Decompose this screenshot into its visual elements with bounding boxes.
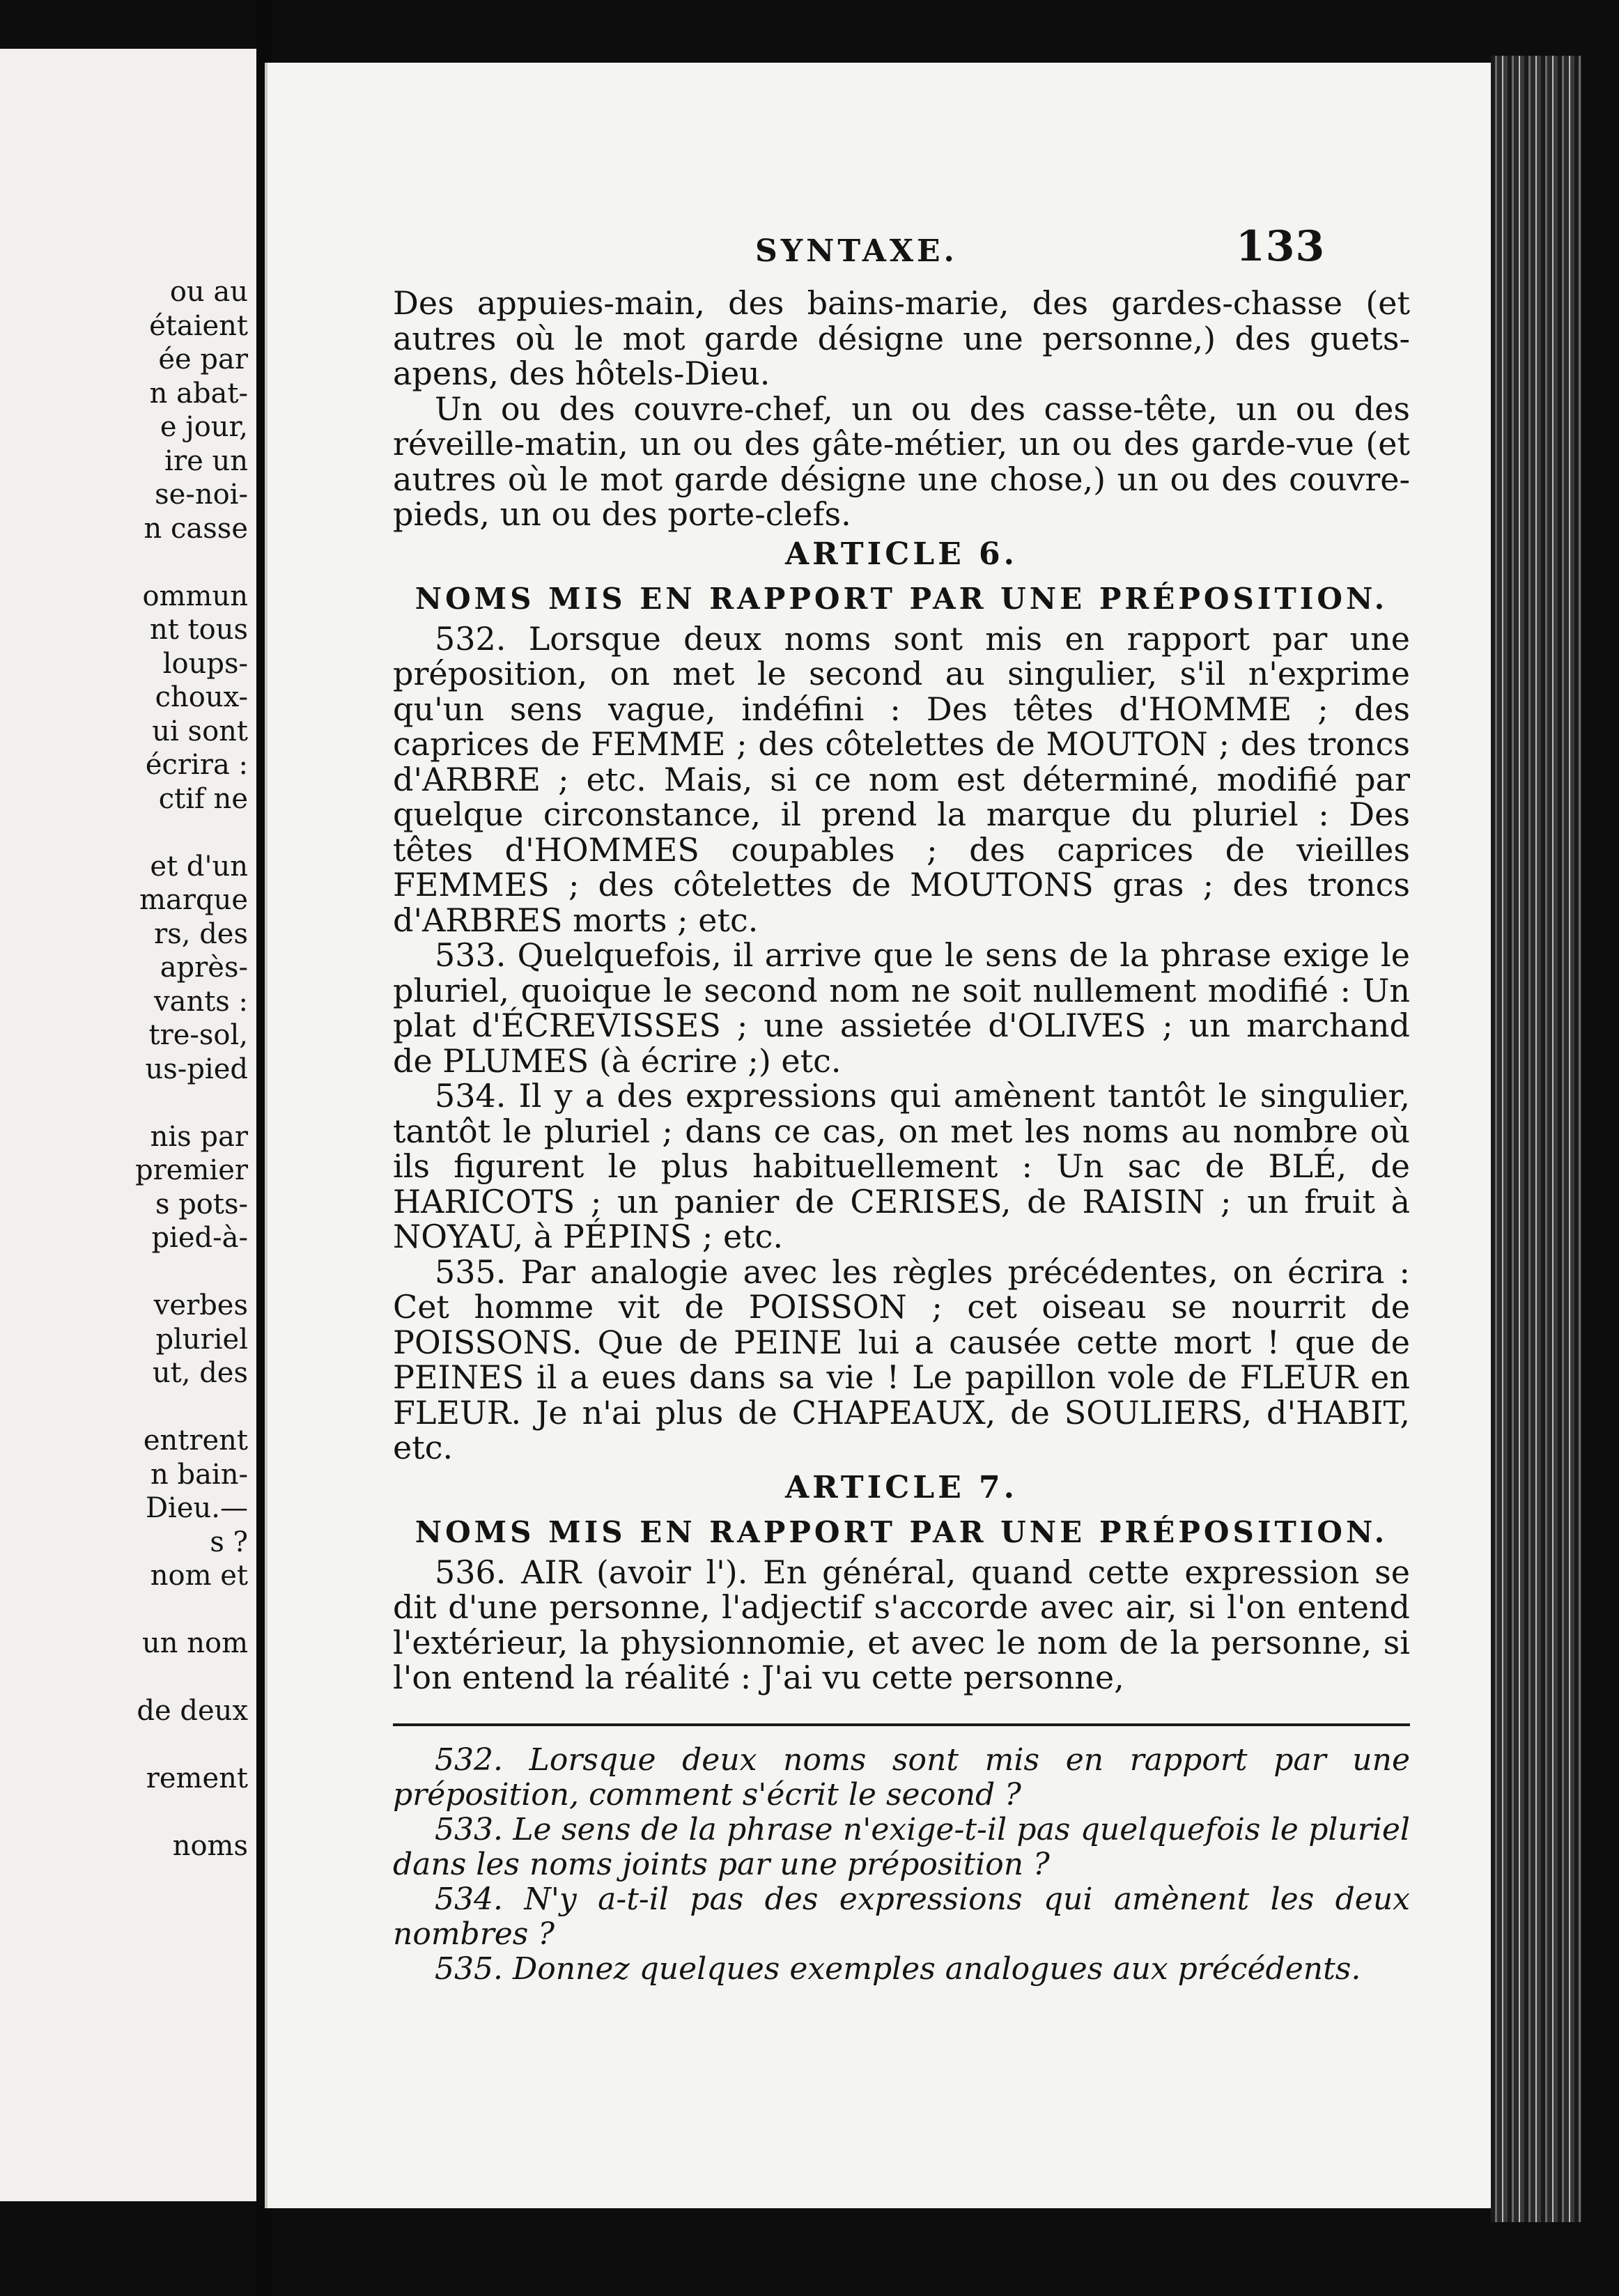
left-page-fragment: et d'un [150,850,248,883]
left-page-fragment: noms [172,1830,248,1862]
left-page-fragment: n bain- [150,1458,248,1491]
footnote-rule [393,1723,1410,1726]
intro-paragraph-2: Un ou des couvre-chef, un ou des casse-tête, un ou des réveille-matin, un ou des gâte-métier, un ou des garde-vue (et autres où le mot garde désigne une chose,) un ou des couvre-pieds, un ou des porte-clefs. [393,389,1410,533]
questions-block [393,1743,1410,1987]
left-page-fragment: ire un [164,444,248,477]
left-page-fragment: après- [160,952,248,984]
question-533: 533. Le sens de la phrase n'exige-t-il pas quelquefois le pluriel dans les noms joints par une préposition ? [393,1811,1410,1882]
page-edges [1491,56,1581,2222]
text-block [393,286,1410,1987]
left-page-fragment: entrent [143,1425,248,1457]
article-6-subtitle: NOMS MIS EN RAPPORT PAR UNE PRÉPOSITION. [415,581,1388,616]
running-title: SYNTAXE. [755,233,958,269]
paragraph-533: 533. Quelquefois, il arrive que le sens de la phrase exige le pluriel, quoique le second nom ne soit nullement modifié : Un plat d'ÉCREVISSES ; une assietée d'OLIVES ; un marchand de PLUMES (à écrire ;) etc. [393,936,1410,1080]
left-page-fragment: se-noi- [155,479,248,511]
paragraph-532: 532. Lorsque deux noms sont mis en rapport par une préposition, on met le second au singulier, s'il n'exprime qu'un sens vague, indéfini : Des têtes d'HOMME ; des caprices de FEMME ; des côtelettes de MOUTON ; des troncs d'ARBRE ; etc. Mais, si ce nom est déterminé, modifié par quelque circonstance, il prend la marque du pluriel : Des têtes d'HOMMES coupables ; des caprices de vieilles FEMMES ; des côtelettes de MOUTONS gras ; des troncs d'ARBRES morts ; etc. [393,619,1410,939]
left-page-fragment: tre-sol, [148,1019,248,1051]
right-page [265,63,1499,2208]
left-page-fragment: n abat- [149,377,248,410]
left-page-fragment: loups- [162,647,248,680]
left-page-fragment: premier [135,1154,248,1186]
left-page-fragment: ui sont [152,715,248,747]
paragraph-535: 535. Par analogie avec les règles précédentes, on écrira : Cet homme vit de POISSON ; cet oiseau se nourrit de POISSONS. Que de PEINE lui a causée cette mort ! que de PEINES il a eues dans sa vie ! Le papillon vole de FLEUR en FLEUR. Je n'ai plus de CHAPEAUX, de SOULIERS, d'HABIT, etc. [393,1252,1410,1466]
article-6-label: ARTICLE 6. [784,536,1018,572]
article-7-label: ARTICLE 7. [784,1469,1018,1505]
left-page-fragment: pied-à- [151,1222,248,1254]
left-page-fragment: nom et [150,1560,248,1592]
left-page-fragment: nt tous [150,614,248,646]
question-535: 535. Donnez quelques exemples analogues aux précédents. [435,1950,1361,1987]
left-page-fragment: pluriel [155,1323,248,1356]
left-page-fragment: de deux [137,1695,248,1727]
left-page-fragment: n casse [144,512,248,545]
article-7-subtitle: NOMS MIS EN RAPPORT PAR UNE PRÉPOSITION. [415,1514,1388,1549]
left-page-fragment: rement [146,1762,248,1794]
left-page-fragment: choux- [155,681,248,713]
question-534: 534. N'y a-t-il pas des expressions qui amènent les deux nombres ? [393,1881,1410,1952]
left-page-fragment: étaient [149,309,248,342]
left-page-fragment: s pots- [155,1188,248,1220]
left-page-fragment: us-pied [145,1053,248,1085]
left-page-fragment: vants : [154,985,248,1018]
left-page-fragment: nis par [150,1120,248,1153]
left-page-fragment: écrira : [145,749,248,781]
question-532: 532. Lorsque deux noms sont mis en rapport par une préposition, comment s'écrit le second ? [393,1742,1410,1813]
left-page-fragment: ée par [158,343,248,375]
left-page [0,49,256,2201]
paragraph-534: 534. Il y a des expressions qui amènent tantôt le singulier, tantôt le pluriel ; dans ce cas, on met les noms au nombre où ils figurent le plus habituellement : Un sac de BLÉ, de HARICOTS ; un panier de CERISES, de RAISIN ; un fruit à NOYAU, à PÉPINS ; etc. [393,1077,1410,1255]
left-page-fragment: un nom [141,1627,248,1659]
left-page-fragment: ou au [169,276,248,308]
left-page-fragment: s ? [210,1526,248,1558]
left-page-fragment: e jour, [160,411,248,443]
left-page-fragment: Dieu.— [145,1492,248,1524]
left-page-fragment: ctif ne [158,782,248,815]
left-page-fragment: verbes [153,1289,248,1321]
left-page-fragment: rs, des [154,917,248,950]
page-number: 133 [1236,222,1326,271]
left-page-fragment: ut, des [152,1357,248,1389]
left-page-fragment: ommun [142,580,248,612]
left-page-fragment: marque [139,884,248,916]
paragraph-536: 536. AIR (avoir l'). En général, quand cette expression se dit d'une personne, l'adjectif s'accorde avec air, si l'on entend l'extérieur, la physionnomie, et avec le nom de la personne, si l'on entend la réalité : J'ai vu cette personne, [393,1553,1410,1696]
intro-paragraph-1: Des appuies-main, des bains-marie, des gardes-chasse (et autres où le mot garde désigne une personne,) des guets-apens, des hôtels-Dieu. [393,284,1410,392]
